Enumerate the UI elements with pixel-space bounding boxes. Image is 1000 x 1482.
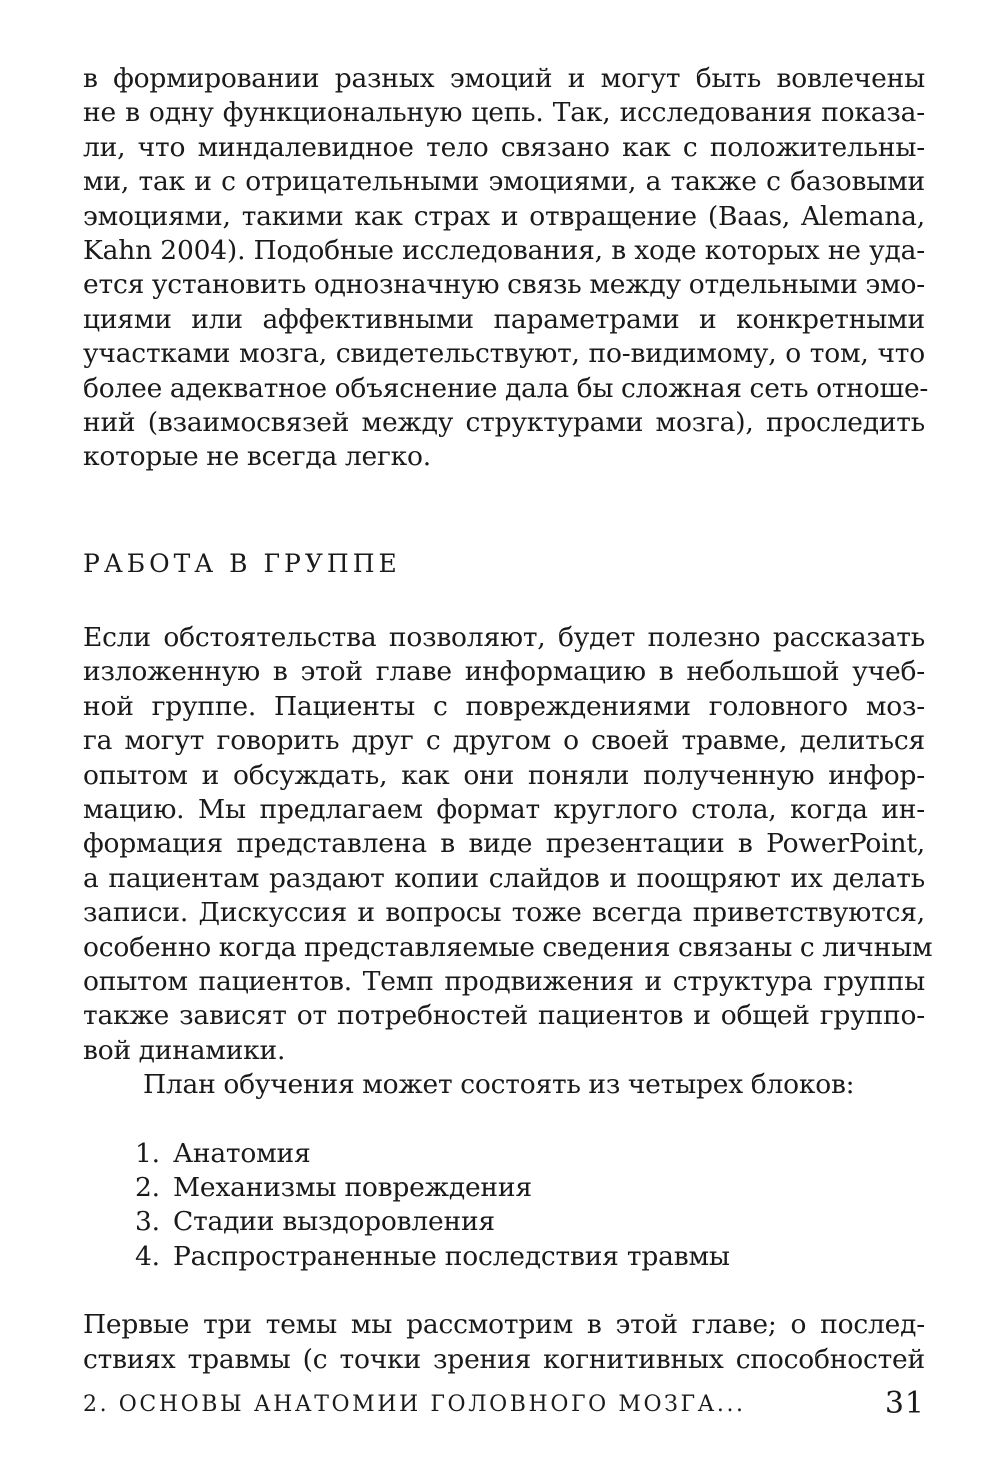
- text-line: опытом пациентов. Темп продвижения и структура группы: [83, 965, 925, 997]
- page-footer: [83, 1388, 925, 1428]
- text-line: а пациентам раздают копии слайдов и поощряют их делать: [83, 862, 925, 894]
- list-item: [135, 1137, 925, 1171]
- section-heading: РАБОТА В ГРУППЕ: [83, 548, 401, 578]
- text-line: которые не всегда легко.: [83, 441, 431, 473]
- list-item: [135, 1205, 925, 1239]
- text-line: также зависят от потребностей пациентов и общей группо-: [83, 1000, 925, 1032]
- page-number: 31: [884, 1386, 925, 1421]
- list-item-number: 1.: [135, 1137, 160, 1169]
- text-line: ний (взаимосвязей между структурами мозга), проследить: [83, 407, 925, 439]
- running-head: 2. ОСНОВЫ АНАТОМИИ ГОЛОВНОГО МОЗГА...: [83, 1392, 746, 1417]
- text-line: изложенную в этой главе информацию в небольшой учеб-: [83, 656, 925, 688]
- text-line: участками мозга, свидетельствуют, по-видимому, о том, что: [83, 338, 925, 370]
- list-item-text: Распространенные последствия травмы: [173, 1240, 730, 1272]
- text-line: циями или аффективными параметрами и конкретными: [83, 303, 925, 335]
- numbered-list: [83, 1137, 925, 1275]
- list-item-text: Стадии выздоровления: [173, 1206, 495, 1238]
- text-line: Если обстоятельства позволяют, будет полезно рассказать: [83, 621, 925, 653]
- text-line: формация представлена в виде презентации в PowerPoint,: [83, 828, 925, 860]
- list-item-text: Анатомия: [173, 1137, 311, 1169]
- text-line: га могут говорить друг с другом о своей травме, делиться: [83, 725, 925, 757]
- text-line: вой динамики.: [83, 1034, 286, 1066]
- text-line: Первые три темы мы рассмотрим в этой главе; о послед-: [83, 1309, 925, 1341]
- paragraph-1: [83, 62, 929, 475]
- list-item-number: 4.: [135, 1240, 160, 1272]
- paragraph-3: План обучения может состоять из четырех блоков:: [143, 1069, 855, 1101]
- text-line: Kahn 2004). Подобные исследования, в ходе которых не уда-: [83, 235, 925, 267]
- text-line: особенно когда представляемые сведения связаны с личным: [83, 931, 933, 963]
- paragraph-2: [83, 621, 933, 1068]
- text-line: ствиях травмы (с точки зрения когнитивных способностей: [83, 1343, 925, 1375]
- list-item-text: Механизмы повреждения: [173, 1171, 532, 1203]
- list-item-number: 3.: [135, 1206, 160, 1238]
- text-line: мацию. Мы предлагаем формат круглого стола, когда ин-: [83, 793, 925, 825]
- text-line: ли, что миндалевидное тело связано как с положительны-: [83, 131, 925, 163]
- text-line: ми, так и с отрицательными эмоциями, а также с базовыми: [83, 166, 925, 198]
- text-line: ной группе. Пациенты с повреждениями головного моз-: [83, 690, 925, 722]
- list-item-number: 2.: [135, 1171, 160, 1203]
- page-body: [83, 62, 933, 1377]
- list-item: [135, 1240, 925, 1274]
- text-line: в формировании разных эмоций и могут быть вовлечены: [83, 63, 925, 94]
- paragraph-4: [83, 1308, 925, 1377]
- text-line: опытом и обсуждать, как они поняли полученную инфор-: [83, 759, 925, 791]
- text-line: не в одну функциональную цепь. Так, исследования показа-: [83, 97, 925, 129]
- list-item: [135, 1171, 925, 1205]
- text-line: более адекватное объяснение дала бы сложная сеть отноше-: [83, 372, 929, 404]
- text-line: эмоциями, такими как страх и отвращение (Baas, Alemana,: [83, 200, 925, 232]
- text-line: ется установить однозначную связь между отдельными эмо-: [83, 269, 925, 301]
- text-line: записи. Дискуссия и вопросы тоже всегда приветствуются,: [83, 897, 925, 929]
